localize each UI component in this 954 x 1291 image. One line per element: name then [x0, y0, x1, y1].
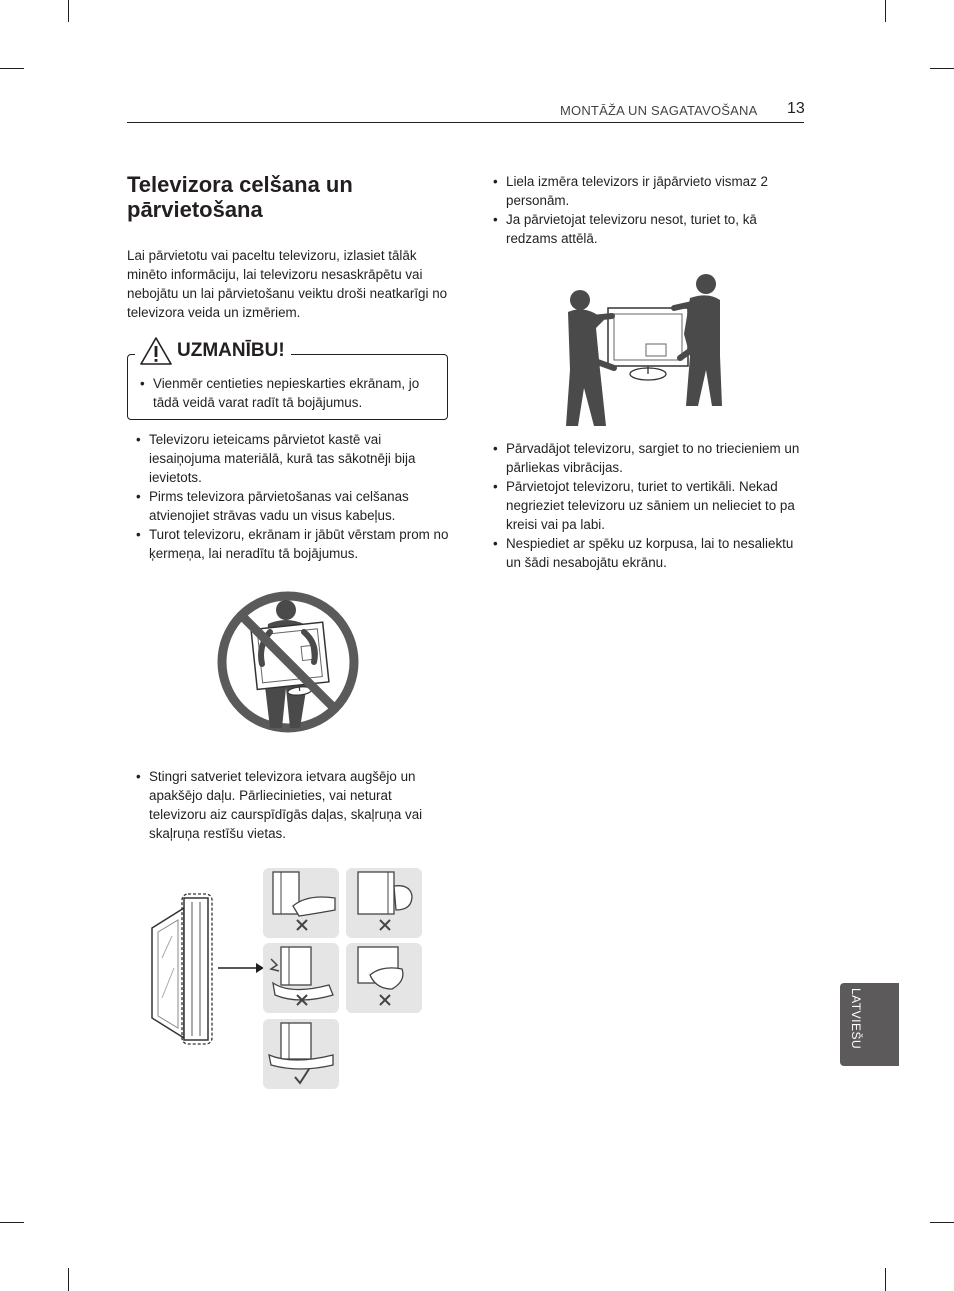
grip-panel-wrong-3 [263, 943, 339, 1013]
crop-mark [930, 1222, 954, 1223]
list-item: • Vienmēr centieties nepieskarties ekrānam, jo tādā veidā varat radīt tā bojājumus. [140, 374, 436, 412]
handling-list [136, 430, 452, 563]
crop-mark [930, 68, 954, 69]
tv-side-view-illustration [148, 888, 268, 1048]
list-item: • Ja pārvietojat televizoru nesot, turiet to, kā redzams attēlā. [493, 210, 793, 248]
list-item: • Turot televizoru, ekrānam ir jābūt vērstam prom no ķermeņa, lai neradītu tā bojājumus. [136, 525, 452, 563]
grip-panel-correct [263, 1019, 339, 1089]
crop-mark [0, 68, 24, 69]
list-item: • Pārvietojot televizoru, turiet to vertikāli. Nekad negrieziet televizoru uz sāniem un nelieciet to pa kreisi vai pa labi. [493, 477, 803, 534]
list-item: • Nespiediet ar spēku uz korpusa, lai to nesaliektu un šādi nesabojātu ekrānu. [493, 534, 803, 572]
crop-mark [68, 1268, 69, 1291]
crop-mark [68, 0, 69, 22]
language-tab-label: LATVIEŠU [849, 988, 863, 1050]
warning-triangle-icon [139, 336, 173, 366]
two-person-list [493, 172, 793, 248]
caution-title: UZMANĪBU! [177, 340, 285, 361]
grip-list [136, 767, 452, 843]
section-header: MONTĀŽA UN SAGATAVOŠANA [560, 103, 758, 118]
page-number: 13 [787, 100, 805, 117]
list-item: • Pirms televizora pārvietošanas vai celšanas atvienojiet strāvas vadu un visus kabeļus. [136, 487, 452, 525]
list-item: • Pārvadājot televizoru, sargiet to no triecieniem un pārliekas vibrācijas. [493, 439, 803, 477]
caution-heading [135, 334, 291, 368]
caution-list [140, 374, 436, 412]
page-title: Televizora celšana un pārvietošana [127, 172, 353, 222]
two-person-carry-illustration [562, 270, 730, 430]
prohibited-carry-illustration [214, 588, 362, 736]
crop-mark [885, 1268, 886, 1291]
list-item: • Stingri satveriet televizora ietvara augšējo un apakšējo daļu. Pārliecinieties, vai neturat televizoru aiz caurspīdīgās daļas, skaļruņa vai skaļruņa restīšu vietas. [136, 767, 452, 843]
crop-mark [0, 1222, 24, 1223]
grip-panel-wrong-2 [346, 868, 422, 938]
transport-list [493, 439, 803, 572]
list-item: • Televizoru ieteicams pārvietot kastē vai iesaiņojuma materiālā, kurā tas sākotnēji bija ievietots. [136, 430, 452, 487]
grip-panel-wrong-1 [263, 868, 339, 938]
crop-mark [885, 0, 886, 22]
grip-panel-wrong-4 [346, 943, 422, 1013]
intro-paragraph: Lai pārvietotu vai paceltu televizoru, izlasiet tālāk minēto informāciju, lai televizoru nesaskrāpētu vai nebojātu un lai pārvietošanu veiktu droši neatkarīgi no televizora veida un izmēriem. [127, 248, 448, 320]
list-item: • Liela izmēra televizors ir jāpārvieto vismaz 2 personām. [493, 172, 793, 210]
header-rule [127, 122, 804, 123]
